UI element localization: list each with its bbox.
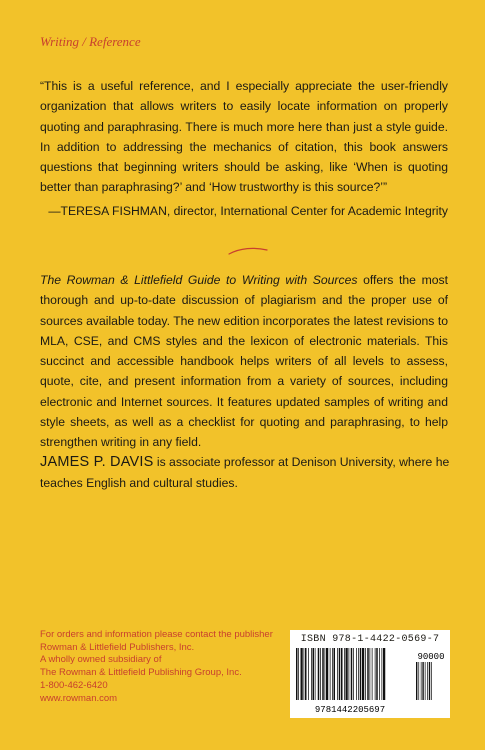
- barcode-bar: [356, 648, 357, 700]
- barcode-bar: [304, 648, 305, 700]
- barcode-bar: [301, 648, 303, 700]
- publisher-line: The Rowman & Littlefield Publishing Group, Inc.: [40, 667, 242, 679]
- description-body: offers the most thorough and up-to-date discussion of plagiarism and the proper use of sources available today. The new edition incorporates the latest revisions to MLA, CSE, and CMS styles and the lexicon of electronic materials. This succinct and accessible handbook helps writers of all levels to assess, quote, cite, and present information from a variety of sources, including electronic and Internet sources. It features updated samples of writing and style sheets, as well as a checklist for quoting and paraphrasing, to help strengthen writing in any field.: [40, 273, 448, 450]
- barcode-bar: [326, 648, 328, 700]
- addon-bar: [422, 662, 423, 700]
- publisher-line: Rowman & Littlefield Publishers, Inc.: [40, 641, 195, 653]
- barcode-bar: [376, 648, 378, 700]
- quote-attribution: —TERESA FISHMAN, director, International Center for Academic Integrity: [48, 204, 448, 218]
- publisher-line: A wholly owned subsidiary of: [40, 654, 162, 666]
- isbn-label: ISBN 978-1-4422-0569-7: [300, 634, 440, 645]
- barcode-bar: [313, 648, 315, 700]
- category-label: Writing / Reference: [40, 34, 141, 49]
- barcode-bar: [325, 648, 326, 700]
- barcode-bar: [315, 648, 316, 700]
- addon-bar: [421, 662, 422, 700]
- addon-bar: [431, 662, 432, 700]
- addon-bar: [416, 662, 417, 700]
- barcode-bar: [311, 648, 312, 700]
- endorsement-quote: “This is a useful reference, and I especially appreciate the user-friendly organization that allows writers to easily locate information on properly quoting and paraphrasing. There is much more here than just a style guide. In addition to addressing the mechanics of citation, this book answers questions that beginning writers should be asking, like ‘When is quoting better than paraphrasing?’ and ‘How trustworthy is this source?’”: [40, 79, 448, 195]
- barcode-bar: [322, 648, 324, 700]
- barcode-bar: [296, 648, 298, 700]
- barcode-bar: [358, 648, 359, 700]
- barcode-bar: [341, 648, 343, 700]
- barcode-bar: [330, 648, 331, 700]
- barcode-bar: [372, 648, 373, 700]
- publisher-website: www.rowman.com: [40, 692, 118, 704]
- barcode-bar: [362, 648, 364, 700]
- barcode-bar: [365, 648, 366, 700]
- addon-bar: [427, 662, 428, 700]
- author-bio: [40, 452, 452, 494]
- barcode-bar: [351, 648, 353, 700]
- divider-swash: [228, 246, 268, 256]
- addon-bar: [425, 662, 426, 700]
- barcode-bar: [320, 648, 321, 700]
- barcode-bar: [382, 648, 383, 700]
- barcode-bar: [349, 648, 350, 700]
- barcode-bar: [318, 648, 320, 700]
- addon-bar: [418, 662, 419, 700]
- barcode-bar: [383, 648, 385, 700]
- author-bio-text: is associate professor at Denison University, where he teaches English and cultural studies.: [40, 455, 450, 490]
- publisher-info: [40, 629, 273, 705]
- barcode-bar: [353, 648, 354, 700]
- barcode-graphic: [290, 630, 450, 718]
- barcode-bar: [379, 648, 380, 700]
- barcode-panel: [290, 630, 450, 718]
- barcode-bar: [337, 648, 338, 700]
- publisher-line: For orders and information please contact the publisher: [40, 629, 273, 640]
- addon-digits: 90000: [417, 652, 445, 662]
- addon-bar: [429, 662, 430, 700]
- barcode-bar: [308, 648, 309, 700]
- barcode-bar: [339, 648, 341, 700]
- barcode-bar: [346, 648, 348, 700]
- barcode-bar: [305, 648, 307, 700]
- author-name: JAMES P. DAVIS: [40, 454, 154, 470]
- barcode-bar: [367, 648, 369, 700]
- book-title: The Rowman & Littlefield Guide to Writing with Sources: [40, 273, 358, 287]
- barcode-bar: [332, 648, 333, 700]
- barcode-bar: [334, 648, 336, 700]
- barcode-bar: [344, 648, 345, 700]
- publisher-phone: 1-800-462-6420: [40, 679, 108, 691]
- barcode-bar: [375, 648, 376, 700]
- barcode-bar: [370, 648, 371, 700]
- ean-digits: 9781442205697: [314, 705, 386, 715]
- book-description: [40, 270, 448, 453]
- barcode-bar: [298, 648, 299, 700]
- barcode-bar: [360, 648, 362, 700]
